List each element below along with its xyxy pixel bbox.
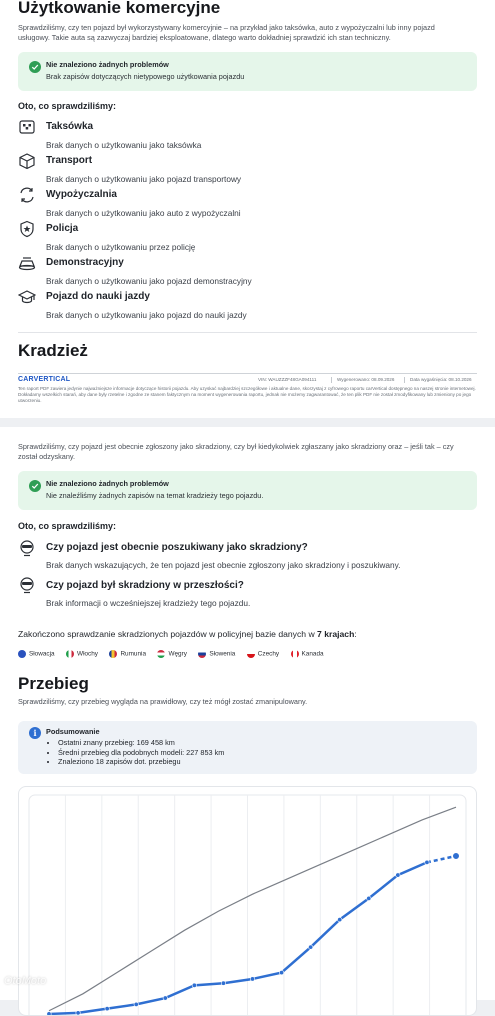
check-circle-icon [29, 480, 41, 492]
flag-icon [66, 650, 74, 658]
countries-suffix: : [354, 629, 357, 639]
item-title-policja: Policja [46, 223, 79, 234]
footer-top-line [18, 373, 477, 374]
check-circle-icon [29, 61, 41, 73]
flag-icon [157, 650, 165, 658]
checked-label: Oto, co sprawdziliśmy: [18, 521, 117, 531]
item-title-wypozyczalnia: Wypożyczalnia [46, 189, 117, 200]
country-name: Słowenia [209, 651, 236, 658]
mileage-chart-card [18, 786, 477, 1016]
section-title-commercial: Użytkowanie komercyjne [18, 0, 221, 17]
item-desc-nauka-jazdy: Brak danych o użytkowaniu jako pojazd do nauki jazdy [46, 310, 247, 320]
summary-list [58, 738, 224, 767]
flag-icon [291, 650, 299, 658]
status-title: Nie znaleziono żadnych problemów [46, 479, 169, 488]
data-point[interactable] [192, 983, 196, 987]
commercial-intro: Sprawdziliśmy, czy ten pojazd był wykorzystywany komercyjnie – na przykład jako taksówka, auto z wypożyczalni lub inny pojazd usługowy. Takie auta są zazwyczaj bardziej eksploatowane, dlatego warto dokładniej sprawdzić ich stan techniczny. [18, 23, 435, 42]
data-point[interactable] [221, 981, 225, 985]
mileage-intro: Sprawdziliśmy, czy przebieg wygląda na prawidłowy, czy też mógł zostać zmanipulowany. [18, 697, 308, 706]
info-icon: i [29, 727, 41, 739]
item-desc-transport: Brak danych o użytkowaniu jako pojazd transportowy [46, 174, 242, 184]
summary-bullet: • Średni przebieg dla podobnych modeli: 227 853 km [58, 748, 224, 758]
theft-item-desc-past: Brak informacji o wcześniejszej kradzieży tego pojazdu. [46, 598, 251, 608]
watermark-text: OtoMoto [4, 975, 47, 987]
item-title-taksowka: Taksówka [46, 121, 94, 132]
data-point[interactable] [134, 1002, 138, 1006]
summary-title: Podsumowanie [46, 727, 100, 736]
section-title-mileage: Przebieg [18, 674, 89, 693]
country-canada [291, 650, 324, 658]
country-slovenia [198, 650, 235, 658]
flag-icon [198, 650, 206, 658]
data-point[interactable] [396, 873, 400, 877]
flag-icon [109, 650, 117, 658]
commercial-status-box [18, 52, 477, 91]
item-title-demonstracyjny: Demonstracyjny [46, 257, 124, 268]
section-title-theft: Kradzież [18, 341, 88, 360]
item-desc-demonstracyjny: Brak danych o użytkowaniu jako pojazd demonstracyjny [46, 276, 252, 286]
footer-disclaimer: Ten raport PDF zawiera jedynie najważniejsze informacje dotyczące historii pojazdu. Aby uzyskać najbardziej szczegółowe i aktualne dane, skorzystaj z cyfrowego raportu carVertical dostępnego na naszej stronie internetowej. Dokładamy wszelkich starań, aby dane były rzetelne i zgodne ze stanem faktycznym na moment wygenerowania raportu, jednak nie możemy zagwarantować, że ten plik PDF nie został zmodyfikowany lub zmieniony po jego utworzeniu. [18, 386, 476, 403]
theft-status-box [18, 471, 477, 510]
status-title: Nie znaleziono żadnych problemów [46, 60, 169, 69]
carvertical-logo [18, 376, 70, 383]
report-page-1 [0, 0, 495, 418]
item-desc-wypozyczalnia: Brak danych o użytkowaniu jako auto z wypożyczalni [46, 208, 241, 218]
footer-vin: VIN: WAUZZZF48GA094111 [258, 377, 317, 382]
data-point[interactable] [105, 1006, 109, 1010]
rental-car-icon [18, 186, 36, 204]
summary-bullet: • Znaleziono 18 zapisów dot. przebiegu [58, 757, 224, 767]
country-slovakia [18, 650, 55, 658]
data-point[interactable] [452, 852, 459, 859]
country-czechia [247, 650, 279, 658]
footer-sep [331, 377, 332, 383]
data-point[interactable] [338, 917, 342, 921]
theft-item-desc-current: Brak danych wskazujących, że ten pojazd jest obecnie zgłoszony jako skradziony i poszukiwany. [46, 560, 401, 570]
country-list [18, 643, 331, 661]
thief-icon [18, 539, 36, 557]
footer-generated: Wygenerowano: 08.09.2026 [337, 377, 395, 382]
country-name: Węgry [168, 651, 187, 658]
item-title-nauka-jazdy: Pojazd do nauki jazdy [46, 291, 150, 302]
status-desc: Nie znaleźliśmy żadnych zapisów na temat kradzieży tego pojazdu. [46, 491, 264, 500]
theft-intro: Sprawdziliśmy, czy pojazd jest obecnie zgłoszony jako skradziony, czy był kiedykolwiek zgłaszany jako skradziony oraz – jeśli tak – czy został odzyskany. [18, 442, 454, 461]
section-divider [18, 332, 477, 333]
item-title-transport: Transport [46, 155, 93, 166]
countries-count: 7 krajach [317, 629, 355, 639]
data-point[interactable] [250, 977, 254, 981]
footer-expires: Data wygaśnięcia: 08.10.2026 [410, 377, 472, 382]
transport-box-icon [18, 152, 36, 170]
data-point[interactable] [308, 945, 312, 949]
graduation-cap-icon [18, 288, 36, 306]
logo-car: CAR [18, 376, 34, 383]
mileage-summary-box [18, 721, 477, 774]
data-point[interactable] [425, 860, 429, 864]
country-hungary [157, 650, 186, 658]
mileage-chart [19, 787, 477, 1016]
flag-icon [247, 650, 255, 658]
countries-prefix: Zakończono sprawdzanie skradzionych pojazdów w policyjnej bazie danych w [18, 629, 318, 639]
item-desc-taksowka: Brak danych o użytkowaniu jako taksówka [46, 140, 202, 150]
data-point[interactable] [279, 970, 283, 974]
theft-item-title-past: Czy pojazd był skradziony w przeszłości? [46, 580, 244, 591]
country-italy [66, 650, 98, 658]
logo-vertical: VERTICAL [33, 376, 71, 383]
data-point[interactable] [76, 1011, 80, 1015]
status-desc: Brak zapisów dotyczących nietypowego użytkowania pojazdu [46, 72, 245, 81]
demo-car-icon [18, 254, 36, 272]
data-point[interactable] [367, 896, 371, 900]
theft-item-title-current: Czy pojazd jest obecnie poszukiwany jako skradziony? [46, 542, 308, 553]
checked-label: Oto, co sprawdziliśmy: [18, 101, 117, 111]
country-name: Włochy [77, 651, 98, 658]
countries-sentence [18, 629, 357, 639]
police-badge-icon [18, 220, 36, 238]
taxi-icon [18, 118, 36, 136]
report-page-2 [0, 427, 495, 1000]
item-desc-policja: Brak danych o użytkowaniu przez policję [46, 242, 196, 252]
thief-icon [18, 576, 36, 594]
country-name: Słowacja [29, 651, 55, 658]
flag-icon [18, 650, 26, 658]
summary-bullet: • Ostatni znany przebieg: 169 458 km [58, 738, 224, 748]
country-name: Czechy [257, 651, 280, 658]
country-name: Rumunia [120, 651, 147, 658]
country-romania [109, 650, 146, 658]
data-point[interactable] [47, 1012, 51, 1016]
country-name: Kanada [301, 651, 324, 658]
footer-sep [404, 377, 405, 383]
